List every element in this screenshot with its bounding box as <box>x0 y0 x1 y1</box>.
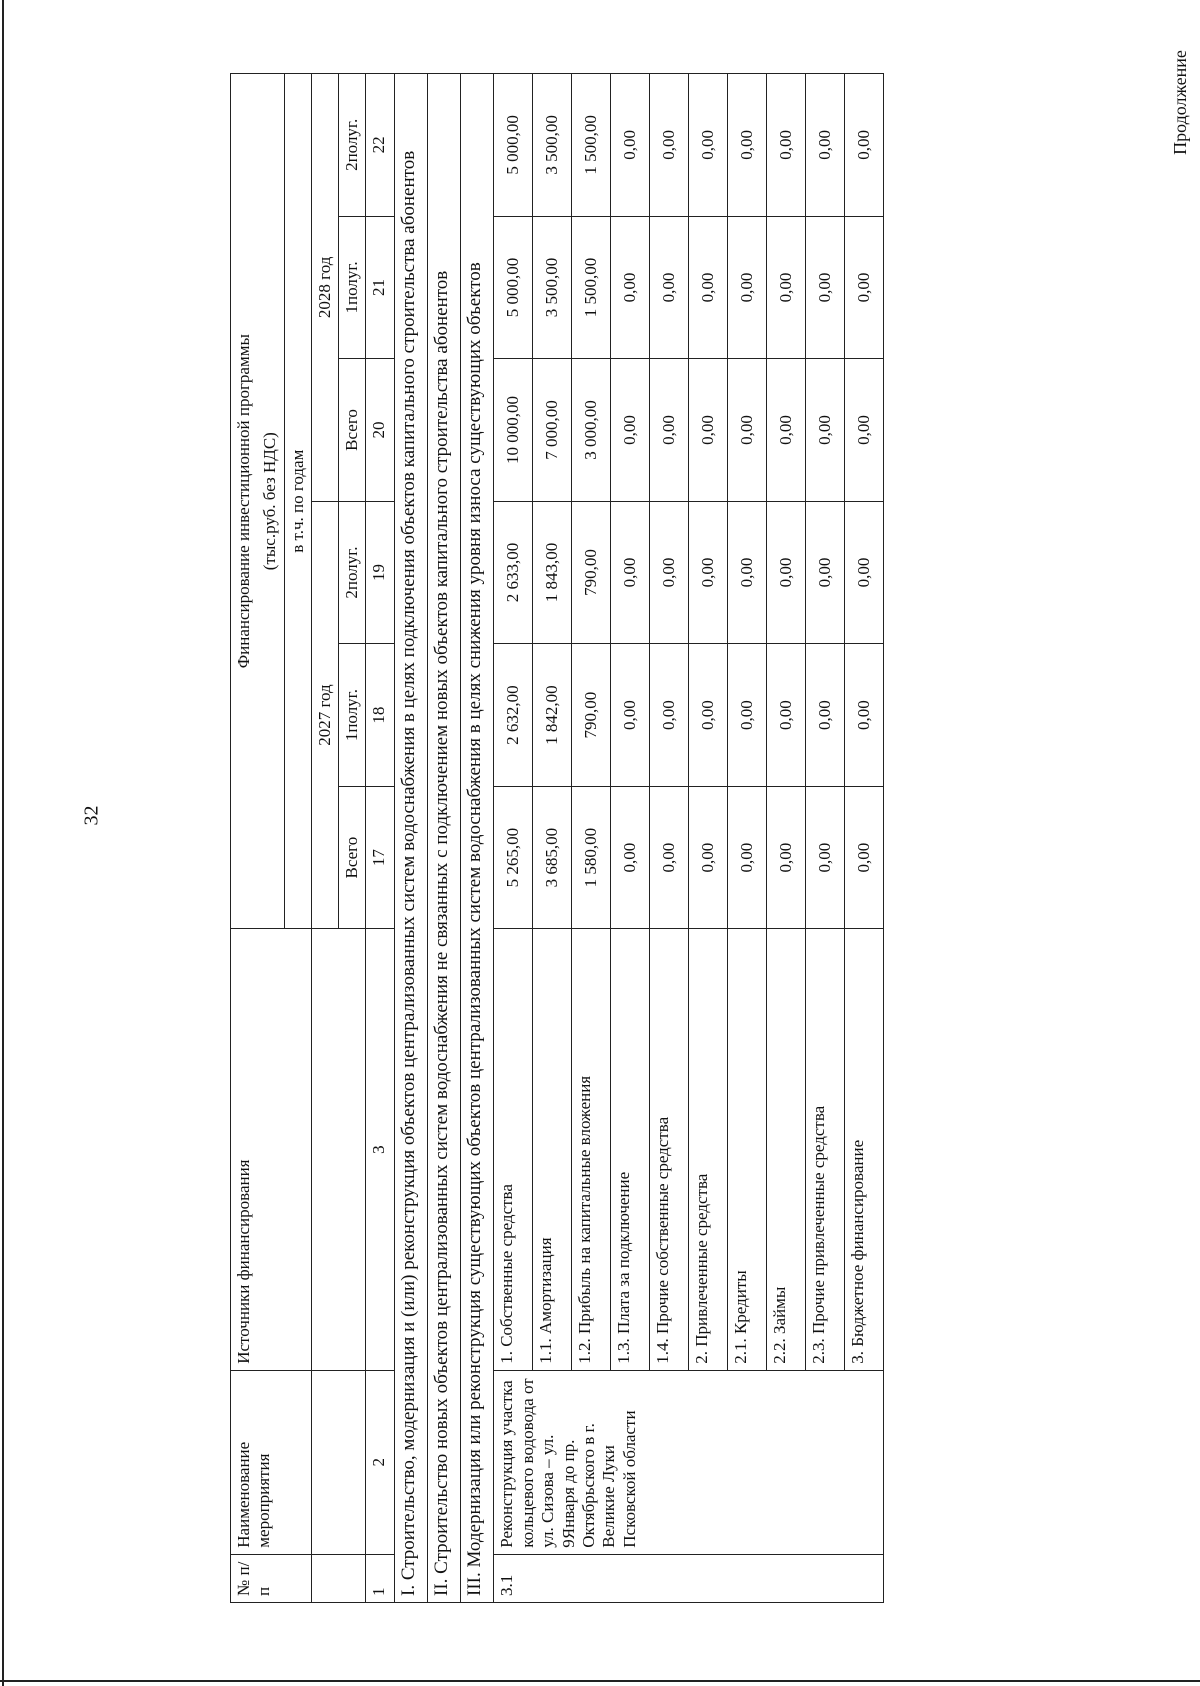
sub-h2-2028: 2полуг. <box>339 74 366 217</box>
sub-total-2027: Всего <box>339 786 366 929</box>
sub-h2-2027: 2полуг. <box>339 501 366 644</box>
col-financing-header: Финансирование инвестиционной программы <box>231 74 258 929</box>
sub-h1-2028: 1полуг. <box>339 216 366 359</box>
data-rows <box>494 74 884 1603</box>
value-cell: 3 500,00 <box>533 74 572 217</box>
source-label: 1.1. Амортизация <box>533 929 572 1370</box>
value-cell: 0,00 <box>806 359 845 502</box>
value-cell: 0,00 <box>611 74 650 217</box>
value-cell: 0,00 <box>767 644 806 787</box>
page-number: 32 <box>80 805 103 826</box>
value-cell: 0,00 <box>650 216 689 359</box>
value-cell: 1 842,00 <box>533 644 572 787</box>
value-cell: 0,00 <box>650 501 689 644</box>
financing-table-rotated <box>230 73 1190 1603</box>
value-cell: 0,00 <box>689 359 728 502</box>
section-title-2: II. Строительство новых объектов централизованных систем водоснабжения не связанных с подключением новых объектов капитального строительства абонентов <box>428 74 461 1603</box>
col-name-header: Наименование мероприятия <box>231 1370 312 1554</box>
value-cell: 3 500,00 <box>533 216 572 359</box>
value-cell: 0,00 <box>689 74 728 217</box>
financing-table <box>230 73 312 1603</box>
value-cell: 3 000,00 <box>572 359 611 502</box>
col-financing-unit: (тыс.руб. без НДС) <box>257 74 284 929</box>
value-cell: 790,00 <box>572 501 611 644</box>
page-border-left <box>2 0 4 1686</box>
value-cell: 7 000,00 <box>533 359 572 502</box>
value-cell: 0,00 <box>650 644 689 787</box>
value-cell: 0,00 <box>689 786 728 929</box>
section-title-1: I. Строительство, модернизация и (или) реконструкция объектов централизованных систем водоснабжения в целях подключения объектов капитального строительства абонентов <box>395 74 428 1603</box>
sub-total-2028: Всего <box>339 359 366 502</box>
financing-table-body <box>311 73 885 1603</box>
value-cell: 0,00 <box>728 501 767 644</box>
value-cell: 0,00 <box>728 786 767 929</box>
item-name: Реконструкция участка кольцевого водовода от ул. Сизова – ул. 9Января до пр. Октябрьского в г. Великие Луки Псковской области <box>494 1370 884 1554</box>
source-label: 2. Привлеченные средства <box>689 929 728 1370</box>
value-cell: 5 000,00 <box>494 216 533 359</box>
value-cell: 10 000,00 <box>494 359 533 502</box>
section-row-3 <box>461 74 494 1603</box>
value-cell: 1 500,00 <box>572 216 611 359</box>
value-cell: 1 843,00 <box>533 501 572 644</box>
value-cell: 0,00 <box>767 501 806 644</box>
value-cell: 0,00 <box>728 74 767 217</box>
value-cell: 0,00 <box>728 216 767 359</box>
continuation-label: Продолжение <box>1169 50 1190 155</box>
value-cell: 0,00 <box>650 786 689 929</box>
value-cell: 0,00 <box>806 74 845 217</box>
value-cell: 0,00 <box>806 786 845 929</box>
item-number: 3.1 <box>494 1554 884 1602</box>
value-cell: 0,00 <box>767 359 806 502</box>
column-number: 18 <box>366 644 395 787</box>
value-cell: 0,00 <box>845 501 884 644</box>
source-label: 3. Бюджетное финансирование <box>845 929 884 1370</box>
source-label: 2.2. Займы <box>767 929 806 1370</box>
source-label: 2.3. Прочие привлеченные средства <box>806 929 845 1370</box>
column-number: 17 <box>366 786 395 929</box>
column-number: 21 <box>366 216 395 359</box>
value-cell: 0,00 <box>845 786 884 929</box>
value-cell: 0,00 <box>689 501 728 644</box>
value-cell: 0,00 <box>728 644 767 787</box>
value-cell: 0,00 <box>845 359 884 502</box>
value-cell: 1 580,00 <box>572 786 611 929</box>
value-cell: 0,00 <box>806 216 845 359</box>
source-label: 1.2. Прибыль на капитальные вложения <box>572 929 611 1370</box>
value-cell: 0,00 <box>845 644 884 787</box>
value-cell: 0,00 <box>650 359 689 502</box>
column-number: 19 <box>366 501 395 644</box>
table-row <box>494 74 533 1603</box>
section-title-3: III. Модернизация или реконструкция существующих объектов централизованных систем водоснабжения в целях снижения уровня износа существующих объектов <box>461 74 494 1603</box>
value-cell: 0,00 <box>728 359 767 502</box>
column-number: 20 <box>366 359 395 502</box>
value-cell: 0,00 <box>767 74 806 217</box>
value-cell: 1 500,00 <box>572 74 611 217</box>
column-number: 22 <box>366 74 395 217</box>
value-cell: 0,00 <box>689 644 728 787</box>
value-cell: 0,00 <box>611 359 650 502</box>
value-cell: 0,00 <box>611 644 650 787</box>
value-cell: 5 265,00 <box>494 786 533 929</box>
value-cell: 0,00 <box>845 216 884 359</box>
page-border-bottom <box>0 1680 1200 1682</box>
value-cell: 3 685,00 <box>533 786 572 929</box>
col-by-years-header: в т.ч. по годам <box>284 74 311 929</box>
col-no-header: № п/п <box>231 1554 312 1602</box>
source-label: 2.1. Кредиты <box>728 929 767 1370</box>
column-number: 1 <box>366 1554 395 1602</box>
sub-h1-2027: 1полуг. <box>339 644 366 787</box>
value-cell: 2 632,00 <box>494 644 533 787</box>
header-year-row <box>311 74 338 1603</box>
section-row-1 <box>395 74 428 1603</box>
value-cell: 0,00 <box>689 216 728 359</box>
value-cell: 0,00 <box>767 216 806 359</box>
value-cell: 790,00 <box>572 644 611 787</box>
value-cell: 0,00 <box>611 501 650 644</box>
col-sources-header: Источники финансирования <box>231 929 312 1370</box>
value-cell: 0,00 <box>767 786 806 929</box>
value-cell: 0,00 <box>611 786 650 929</box>
section-row-2 <box>428 74 461 1603</box>
header-row-1 <box>231 74 258 1603</box>
value-cell: 2 633,00 <box>494 501 533 644</box>
value-cell: 0,00 <box>650 74 689 217</box>
column-number: 2 <box>366 1370 395 1554</box>
value-cell: 0,00 <box>845 74 884 217</box>
column-number-row <box>366 74 395 1603</box>
value-cell: 0,00 <box>806 501 845 644</box>
column-number: 3 <box>366 929 395 1370</box>
year-2028-header: 2028 год <box>311 74 338 502</box>
year-2027-header: 2027 год <box>311 501 338 929</box>
value-cell: 5 000,00 <box>494 74 533 217</box>
source-label: 1. Собственные средства <box>494 929 533 1370</box>
source-label: 1.4. Прочие собственные средства <box>650 929 689 1370</box>
source-label: 1.3. Плата за подключение <box>611 929 650 1370</box>
value-cell: 0,00 <box>611 216 650 359</box>
value-cell: 0,00 <box>806 644 845 787</box>
